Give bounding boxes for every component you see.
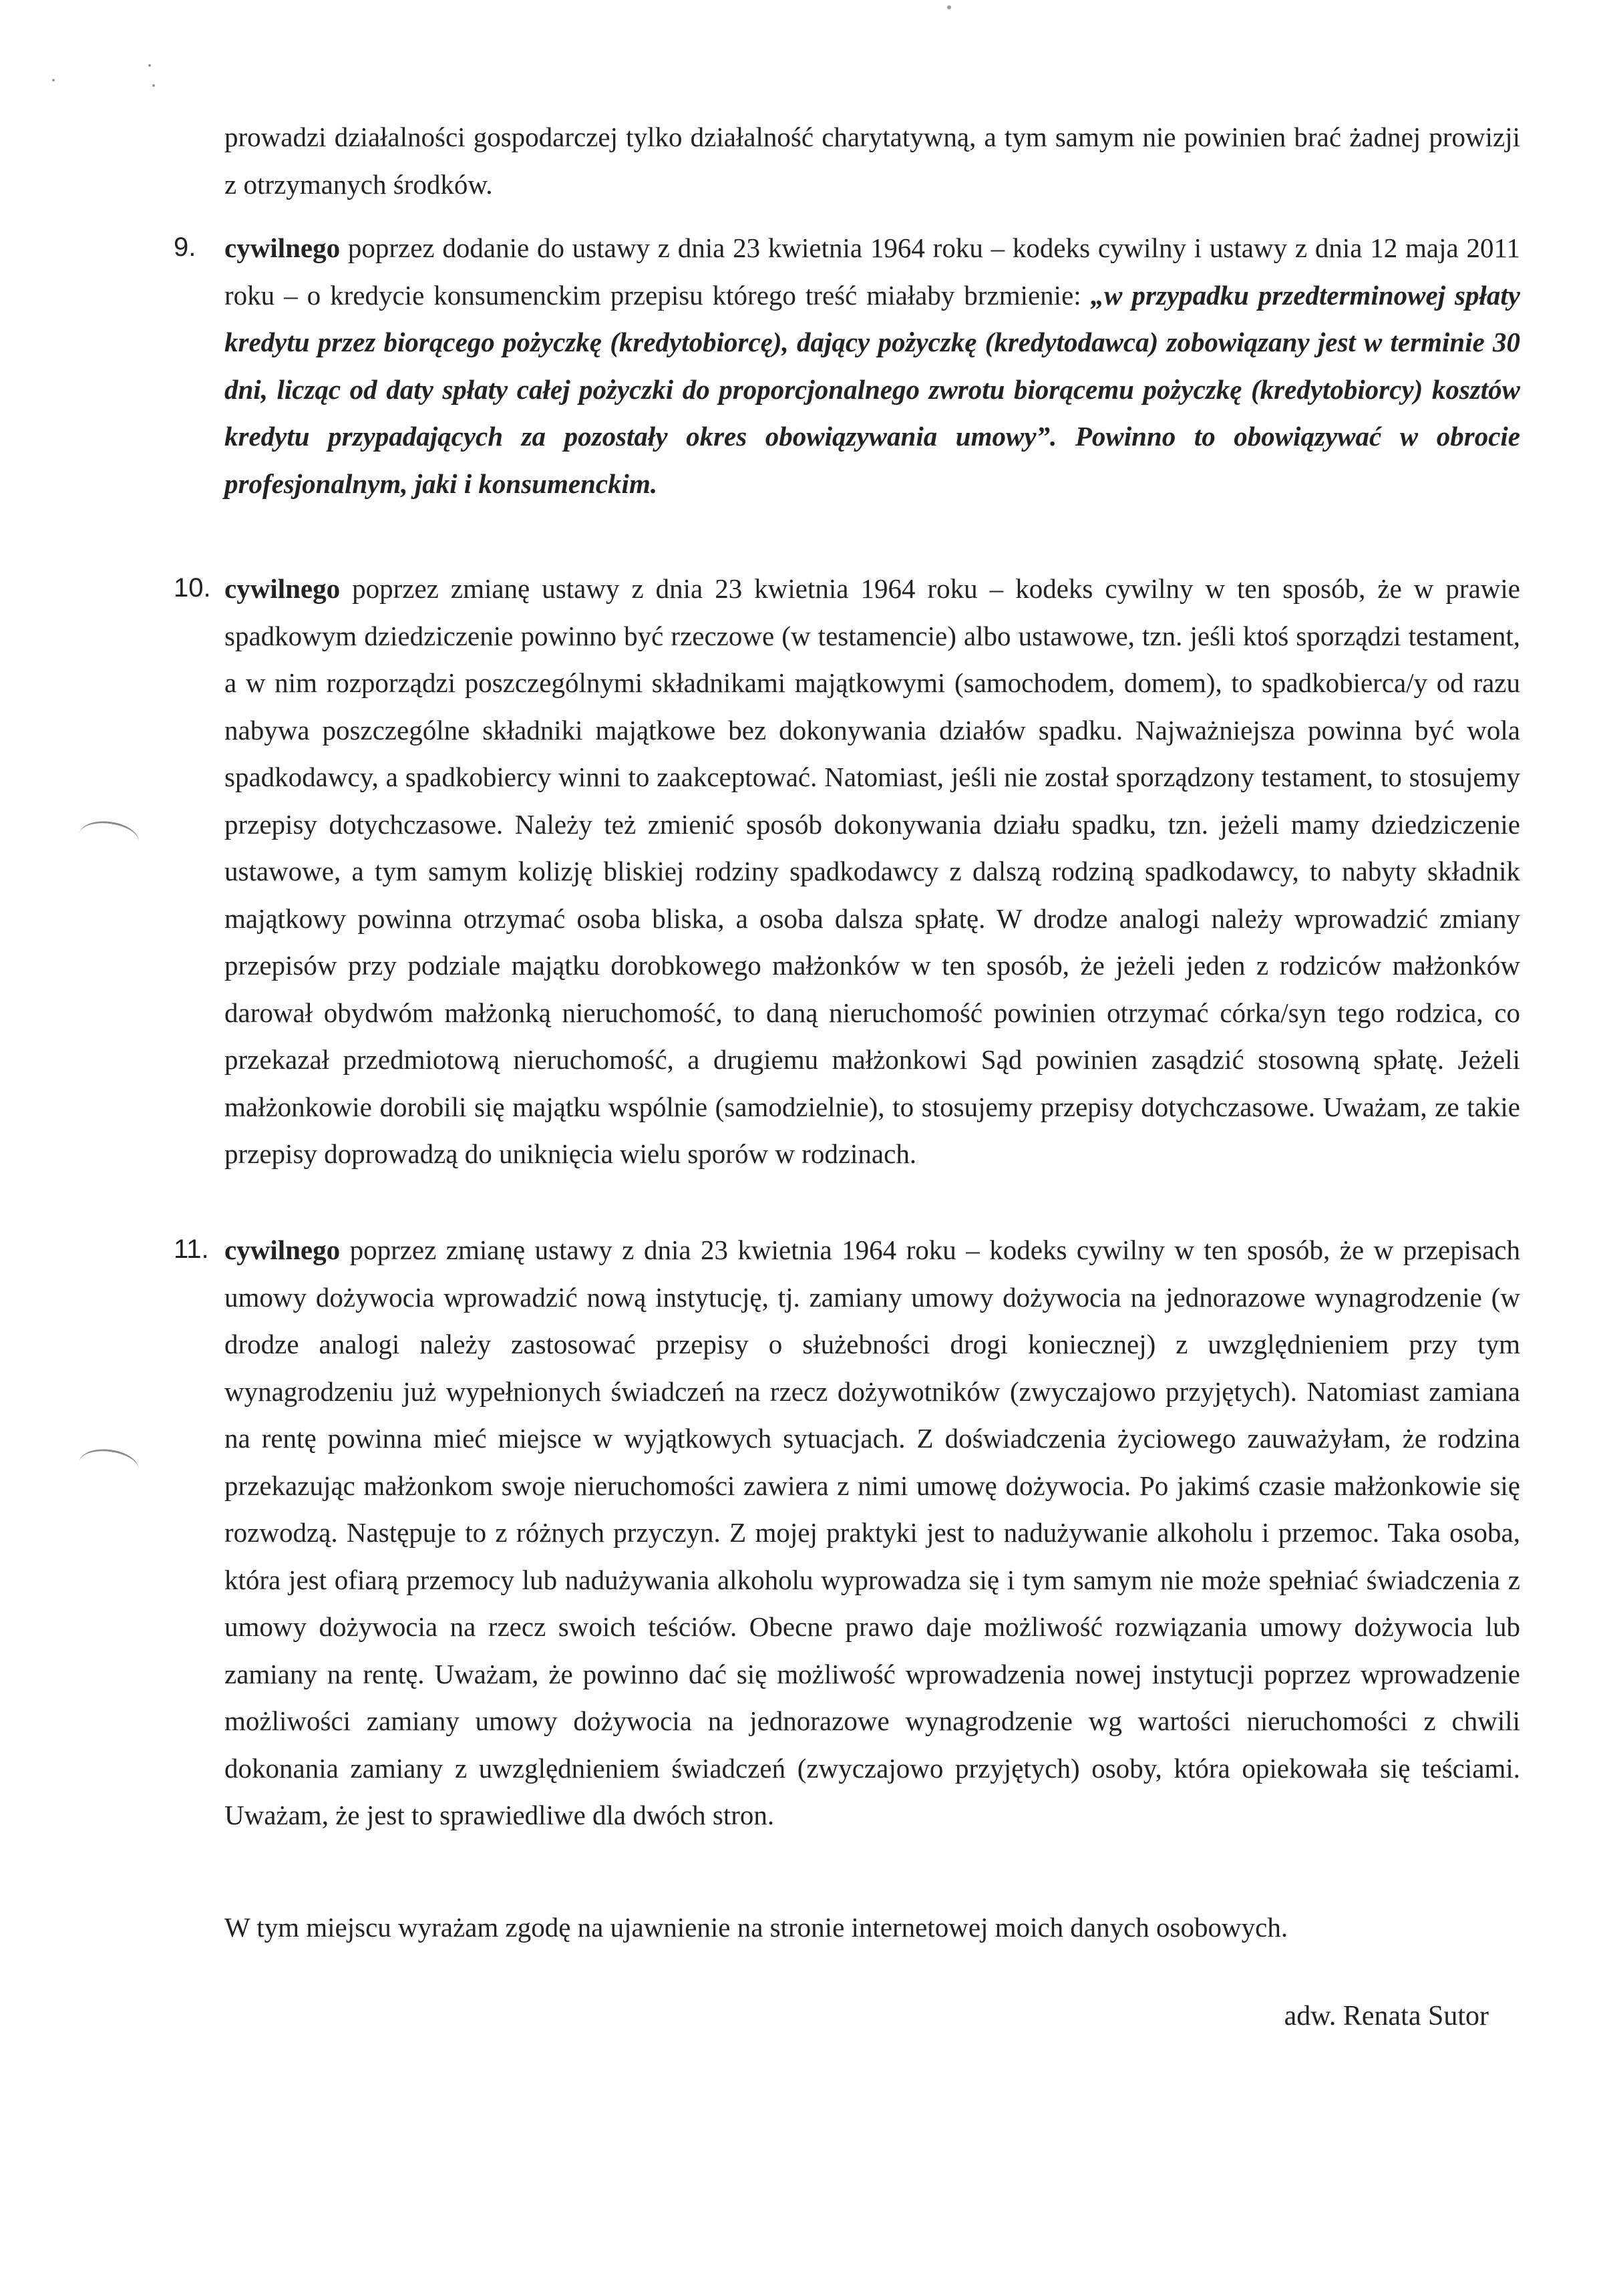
list-item: [174, 565, 1520, 1178]
item-number: 10.: [174, 573, 211, 603]
consent-paragraph: [224, 1904, 1520, 1951]
intro-text: prowadzi działalności gospodarczej tylko działalność charytatywną, a tym samym nie powinien brać żadnej prowizji z otrzymanych środków.: [224, 122, 1520, 200]
item-number: 9.: [174, 232, 196, 262]
signature-line: adw. Renata Sutor: [1284, 2001, 1489, 2031]
list-item-10: [174, 561, 1520, 1178]
item-emphasis: „w przypadku przedterminowej spłaty kredytu przez biorącego pożyczkę (kredytobiorcę), dający pożyczkę (kredytodawca) zobowiązany jest w terminie 30 dni, licząc od daty spłaty całej pożyczki do proporcjonalnego zwrotu biorącemu pożyczkę (kredytobiorcy) kosztów kredytu przypadających za pozostały okres obowiązywania umowy”. Powinno to obowiązywać w obrocie profesjonalnym, jaki i konsumenckim.: [224, 279, 1520, 499]
scan-speck: [148, 64, 151, 67]
punch-hole-mark: [77, 818, 141, 858]
item-number: 11.: [174, 1235, 209, 1264]
list-item-11: [174, 1222, 1520, 1839]
item-text: poprzez dodanie do ustawy z dnia 23 kwietnia 1964 roku – kodeks cywilny i ustawy z dnia 12 maja 2011 roku – o kredycie konsumenckim przepisu którego treść miałaby brzmienie:: [224, 232, 1520, 311]
scan-speck: [52, 79, 55, 81]
punch-hole-mark: [77, 1446, 141, 1486]
consent-text: W tym miejscu wyrażam zgodę na ujawnienie na stronie internetowej moich danych osobowych.: [224, 1912, 1288, 1943]
intro-paragraph: [224, 114, 1520, 208]
list-item-9: [174, 220, 1520, 507]
scan-speck: [947, 5, 951, 9]
list-item: [174, 1226, 1520, 1839]
item-lead: cywilnego: [224, 232, 341, 263]
item-text: poprzez zmianę ustawy z dnia 23 kwietnia 1964 roku – kodeks cywilny w ten sposób, że w prawie spadkowym dziedziczenie powinno być rzeczowe (w testamencie) albo ustawowe, tzn. jeśli ktoś sporządzi testament, a w nim rozporządzi poszczególnymi składnikami majątkowymi (samochodem, domem), to spadkobierca/y od razu nabywa poszczególne składniki majątkowe bez dokonywania działów spadku. Najważniejsza powinna być wola spadkodawcy, a spadkobiercy winni to zaakceptować. Natomiast, jeśli nie został sporządzony testament, to stosujemy przepisy dotychczasowe. Należy też zmienić sposób dokonywania działu spadku, tzn. jeżeli mamy dziedziczenie ustawowe, a tym samym kolizję bliskiej rodziny spadkodawcy z dalszą rodziną spadkodawcy, to nabyty składnik majątkowy powinna otrzymać osoba bliska, a osoba dalsza spłatę. W drodze analogi należy wprowadzić zmiany przepisów przy podziale majątku dorobkowego małżonków w ten sposób, że jeżeli jeden z rodziców małżonków darował obydwóm małżonką nieruchomość, to daną nieruchomość powinien otrzymać córka/syn tego rodzica, co przekazał przedmiotową nieruchomość, a drugiemu małżonkowi Sąd powinien zasądzić stosowną spłatę. Jeżeli małżonkowie dorobili się majątku wspólnie (samodzielnie), to stosujemy przepisy dotychczasowe. Uważam, ze takie przepisy doprowadzą do uniknięcia wielu sporów w rodzinach.: [224, 573, 1520, 1170]
list-item: [174, 224, 1520, 507]
item-text: poprzez zmianę ustawy z dnia 23 kwietnia 1964 roku – kodeks cywilny w ten sposób, że w przepisach umowy dożywocia wprowadzić nową instytucję, tj. zamiany umowy dożywocia na jednorazowe wynagrodzenie (w drodze analogi należy zastosować przepisy o służebności drogi koniecznej) z uwzględnieniem przy tym wynagrodzeniu już wypełnionych świadczeń na rzecz dożywotników (zwyczajowo przyjętych). Natomiast zamiana na rentę powinna mieć miejsce w wyjątkowych sytuacjach. Z doświadczenia życiowego zauważyłam, że rodzina przekazując małżonkom swoje nieruchomości zawiera z nimi umowę dożywocia. Po jakimś czasie małżonkowie się rozwodzą. Następuje to z różnych przyczyn. Z mojej praktyki jest to nadużywanie alkoholu i przemoc. Taka osoba, która jest ofiarą przemocy lub nadużywania alkoholu wyprowadza się i tym samym nie może spełniać świadczenia z umowy dożywocia na rzecz swoich teściów. Obecne prawo daje możliwość rozwiązania umowy dożywocia lub zamiany na rentę. Uważam, że powinno dać się możliwość wprowadzenia nowej instytucji poprzez wprowadzenie możliwości zamiany umowy dożywocia na jednorazowe wynagrodzenie wg wartości nieruchomości z chwili dokonania zamiany z uwzględnieniem świadczeń (zwyczajowo przyjętych) osoby, która opiekowała się teściami. Uważam, że jest to sprawiedliwe dla dwóch stron.: [224, 1235, 1520, 1831]
item-lead: cywilnego: [224, 1235, 341, 1265]
scan-speck: [152, 84, 155, 87]
item-lead: cywilnego: [224, 573, 341, 604]
